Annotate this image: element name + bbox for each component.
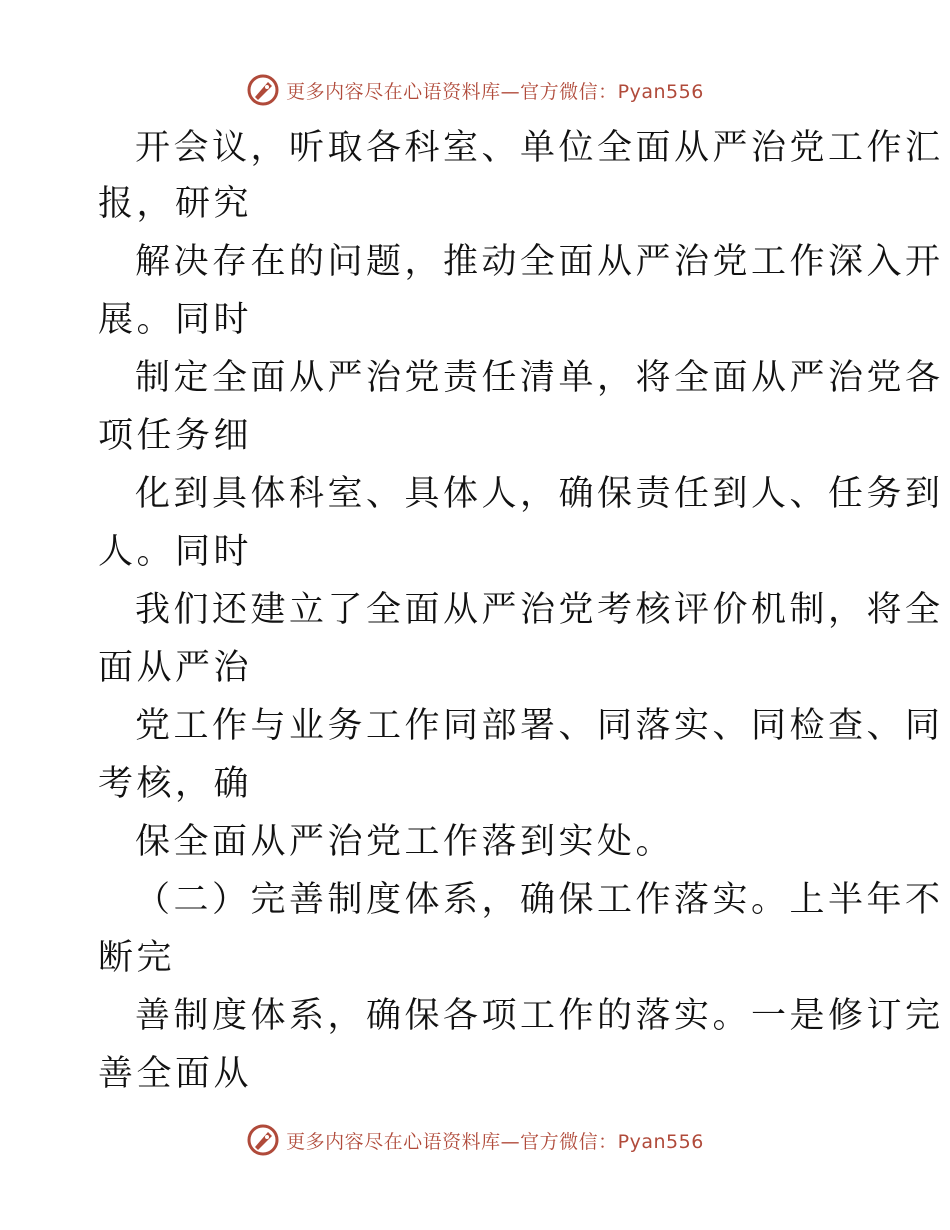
footer-banner <box>0 1120 950 1160</box>
body-line: 断完 <box>98 938 176 978</box>
body-line: 项任务细 <box>98 416 253 456</box>
body-line: 开会议，听取各科室、单位全面从严治党工作汇 <box>135 128 944 168</box>
body-line: 解决存在的问题，推动全面从严治党工作深入开 <box>135 242 944 282</box>
pen-nib-logo-icon <box>246 73 280 107</box>
body-line: 报，研究 <box>98 184 253 224</box>
body-line: 化到具体科室、具体人，确保责任到人、任务到 <box>135 474 944 514</box>
header-banner-text: 更多内容尽在心语资料库—官方微信：Pyan556 <box>286 80 704 103</box>
body-line: 党工作与业务工作同部署、同落实、同检查、同 <box>135 706 944 746</box>
body-line: 展。同时 <box>98 300 253 340</box>
body-line: 制定全面从严治党责任清单，将全面从严治党各 <box>135 358 944 398</box>
body-line: 善全面从 <box>98 1054 253 1094</box>
body-line: （二）完善制度体系，确保工作落实。上半年不 <box>135 880 944 920</box>
pen-nib-logo-icon <box>246 1123 280 1157</box>
body-line: 人。同时 <box>98 532 253 572</box>
body-line: 保全面从严治党工作落到实处。 <box>135 822 675 862</box>
body-line: 考核，确 <box>98 764 253 804</box>
body-line: 善制度体系，确保各项工作的落实。一是修订完 <box>135 996 944 1036</box>
footer-banner-text: 更多内容尽在心语资料库—官方微信：Pyan556 <box>286 1130 704 1153</box>
body-line: 我们还建立了全面从严治党考核评价机制，将全 <box>135 590 944 630</box>
header-banner <box>0 70 950 110</box>
body-line: 面从严治 <box>98 648 253 688</box>
